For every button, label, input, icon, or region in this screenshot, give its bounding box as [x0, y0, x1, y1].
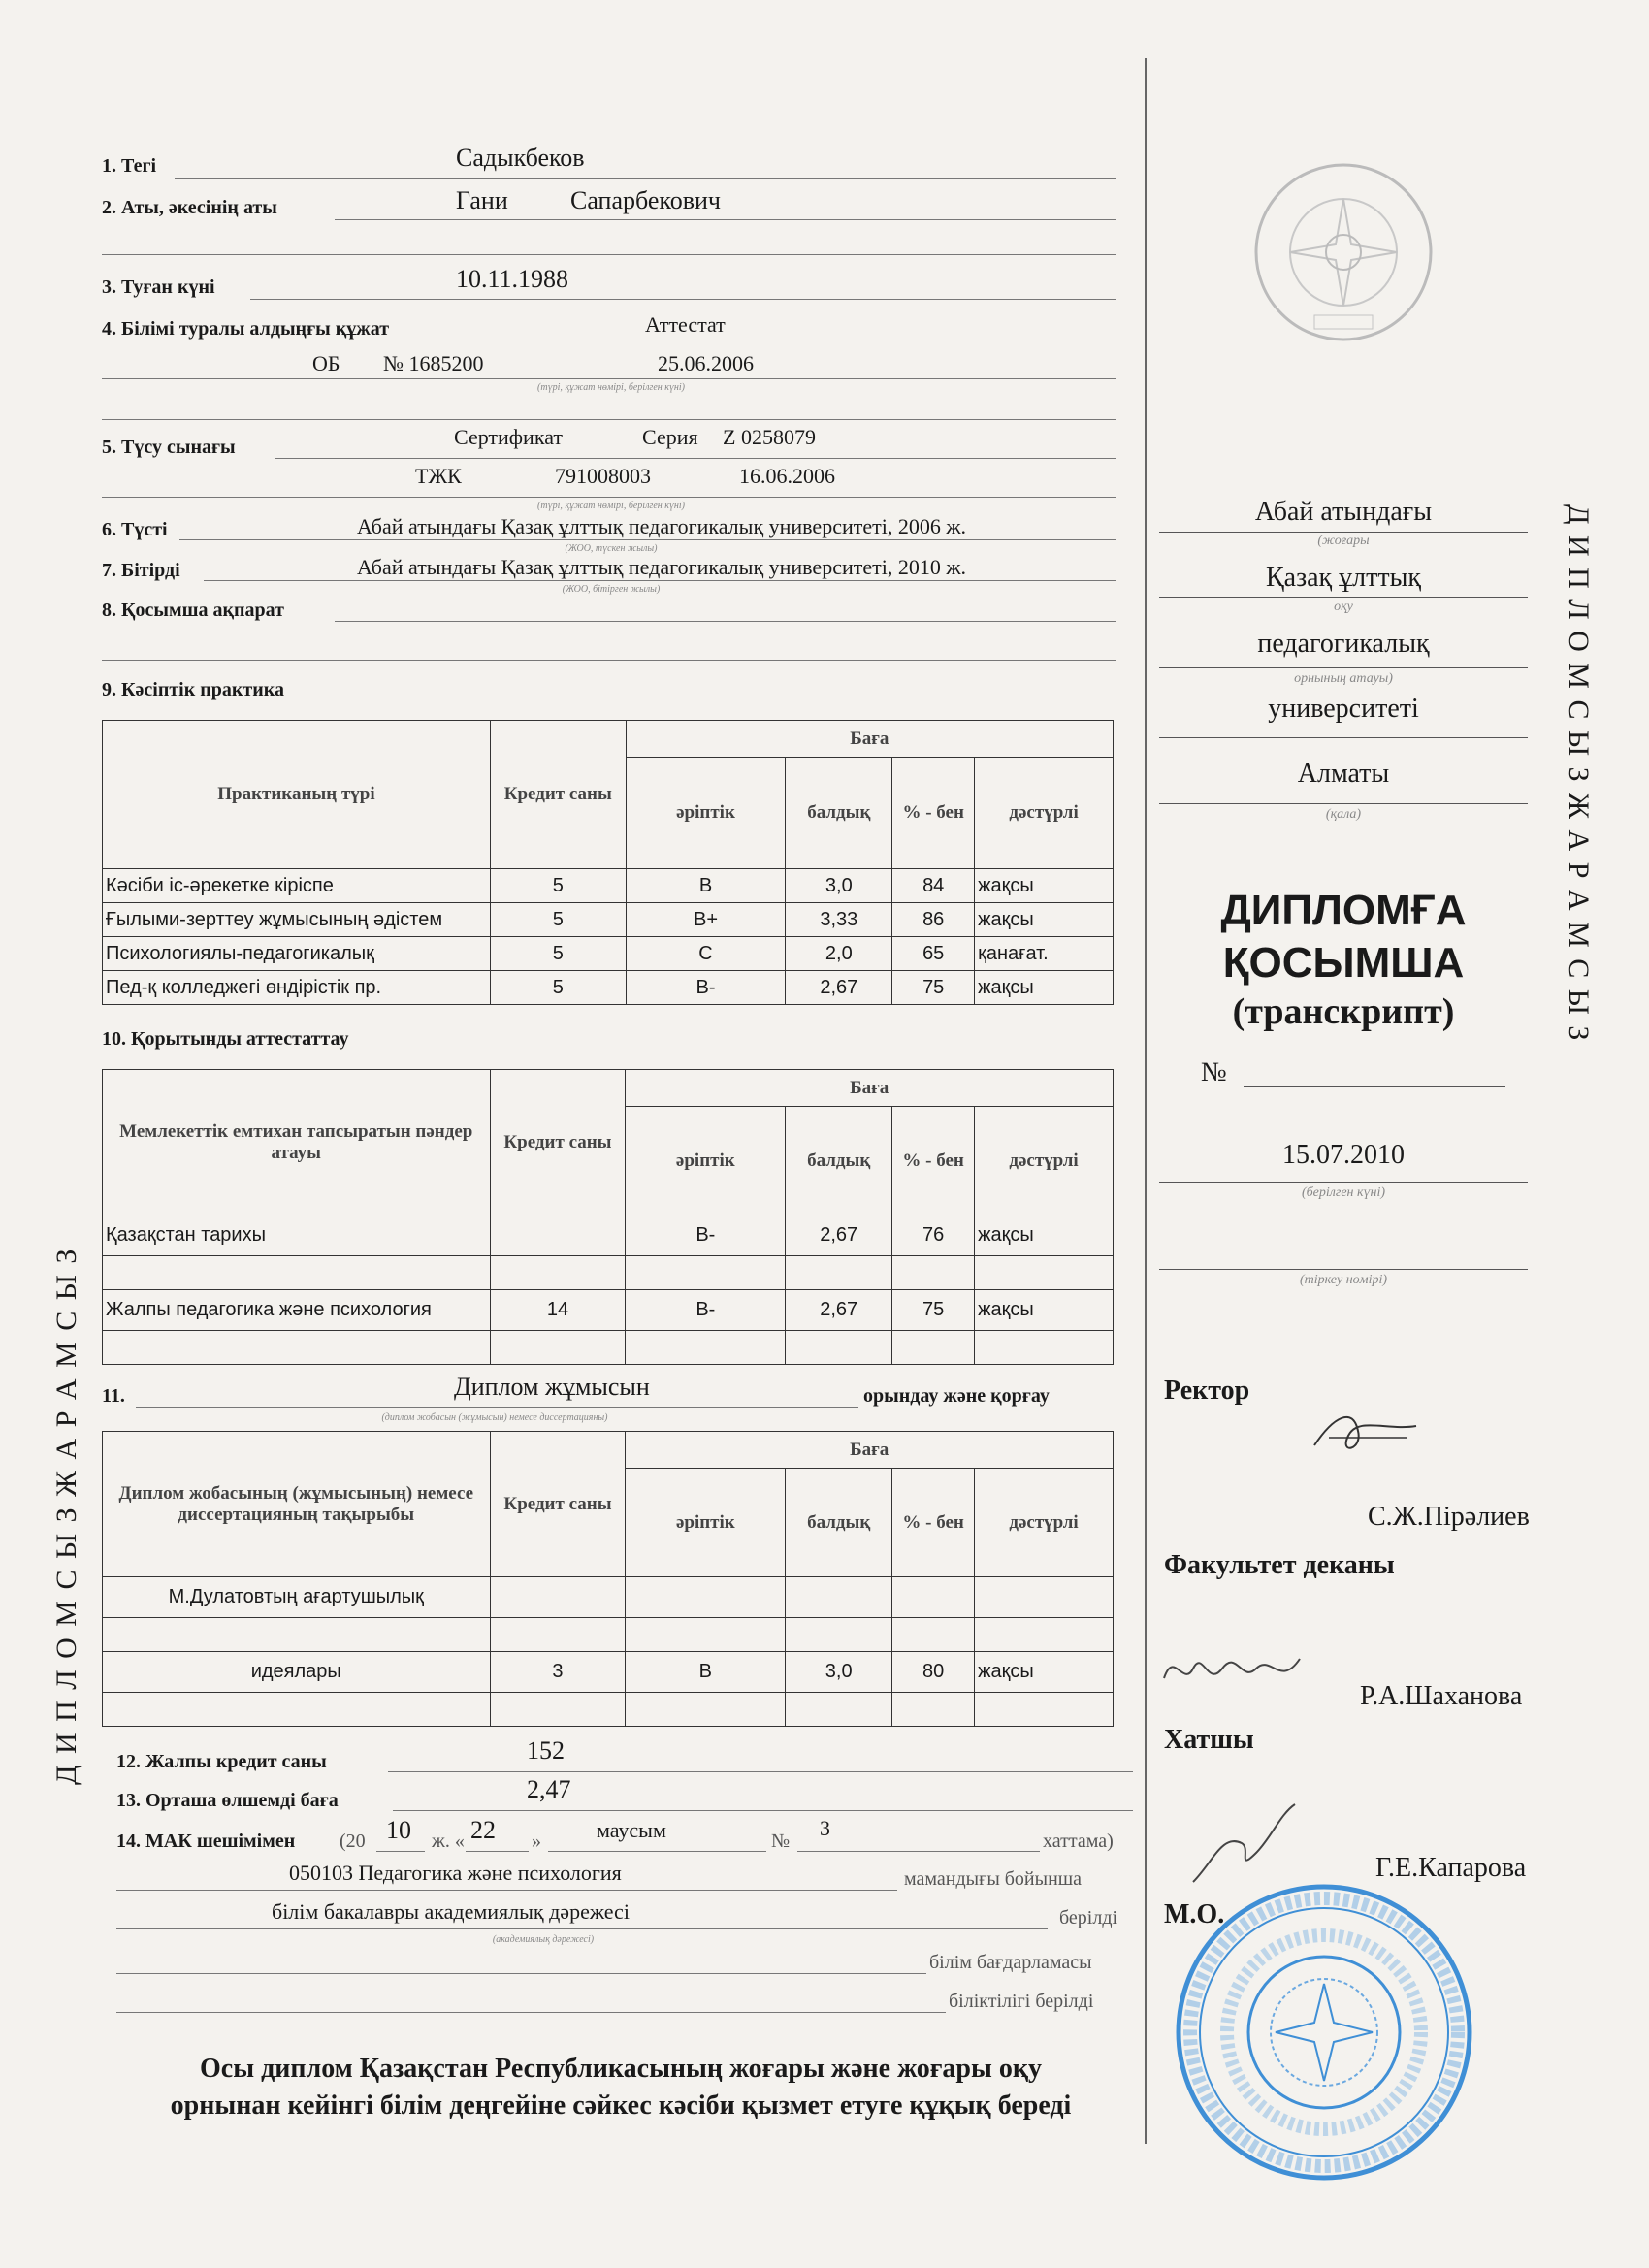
- mak-day-suffix: »: [532, 1831, 541, 1852]
- practice-percent: 86: [892, 903, 975, 937]
- institution-caption1: (жоғары: [1317, 534, 1370, 548]
- field-exam-label: 5. Түсу сынағы: [102, 437, 236, 458]
- institution-caption2: оқу: [1334, 599, 1353, 614]
- mak-year-prefix: (20: [340, 1831, 366, 1852]
- institution-line3: педагогикалық: [1257, 629, 1430, 659]
- thesis-letter: B: [626, 1652, 786, 1693]
- practice-header-points: балдық: [786, 758, 892, 869]
- birthdate-value: 10.11.1988: [456, 265, 569, 293]
- practice-percent: 65: [892, 937, 975, 971]
- page-divider: [1145, 58, 1147, 2144]
- thesis-header-grade: Баға: [626, 1432, 1114, 1469]
- specialty-value: 050103 Педагогика және психология: [289, 1861, 622, 1885]
- city-value: Алматы: [1297, 759, 1390, 789]
- final-trad: жақсы: [975, 1215, 1114, 1256]
- rector-label: Ректор: [1164, 1376, 1250, 1406]
- final-header-trad: дәстүрлі: [975, 1107, 1114, 1215]
- university-seal-icon: [1169, 1877, 1479, 2187]
- practice-points: 3,0: [786, 869, 892, 903]
- practice-name: Кәсіби іс-әрекетке кіріспе: [103, 869, 491, 903]
- final-exams-title: 10. Қорытынды аттестаттау: [102, 1028, 349, 1050]
- field-name-label: 2. Аты, әкесінің аты: [102, 197, 277, 218]
- table-row: [103, 903, 1114, 937]
- practice-trad: жақсы: [975, 869, 1114, 903]
- exam-doc: Сертификат: [454, 425, 563, 449]
- dean-name: Р.А.Шаханова: [1360, 1681, 1523, 1711]
- final-header-credits: Кредит саны: [490, 1070, 626, 1215]
- reg-number-caption: (тіркеу нөмірі): [1299, 1273, 1388, 1287]
- practice-header-grade: Баға: [626, 721, 1113, 758]
- caption-prevdoc: (түрі, құжат нөмірі, берілген күні): [537, 382, 685, 393]
- field-surname-label: 1. Тегі: [102, 155, 157, 177]
- document-title-1: ДИПЛОМҒА: [1220, 887, 1467, 934]
- thesis-caption: (диплом жобасын (жұмысын) немесе диссертацияны): [381, 1412, 608, 1423]
- side-watermark-left: Д И П Л О М С Ы З Ж А Р А М С Ы З: [50, 1247, 82, 1785]
- degree-value: білім бакалавры академиялық дәрежесі: [272, 1899, 630, 1924]
- final-percent: 76: [892, 1215, 975, 1256]
- thesis-num: 11.: [102, 1385, 125, 1407]
- mak-month: маусым: [597, 1818, 666, 1842]
- entered-value: Абай атындағы Қазақ ұлттық педагогикалық университеті, 2006 ж.: [357, 514, 967, 538]
- practice-letter: B+: [626, 903, 786, 937]
- mak-year-suffix: ж. «: [432, 1831, 465, 1852]
- institution-line4: университеті: [1268, 694, 1419, 724]
- secretary-name: Г.Е.Капарова: [1375, 1853, 1527, 1883]
- rector-signature-icon: [1310, 1397, 1426, 1465]
- field-birthdate-label: 3. Туған күні: [102, 276, 215, 298]
- practice-header-letter: әріптік: [626, 758, 786, 869]
- practice-trad: жақсы: [975, 903, 1114, 937]
- thesis-header-credits: Кредит саны: [490, 1432, 626, 1577]
- practice-points: 3,33: [786, 903, 892, 937]
- thesis-type: Диплом жұмысын: [454, 1373, 650, 1401]
- final-trad: жақсы: [975, 1290, 1114, 1331]
- table-row: [103, 1652, 1114, 1693]
- prevdoc-value: Аттестат: [645, 312, 726, 337]
- caption-exam: (түрі, құжат нөмірі, берілген күні): [537, 501, 685, 511]
- final-header-subject: Мемлекеттік емтихан тапсыратын пәндер атауы: [103, 1070, 491, 1215]
- field-entered-label: 6. Түсті: [102, 519, 168, 540]
- field-graduated-label: 7. Бітірді: [102, 560, 180, 581]
- specialty-suffix: мамандығы бойынша: [904, 1868, 1083, 1890]
- institution-line1: Абай атындағы: [1254, 497, 1433, 527]
- institution-caption3: орнының атауы): [1294, 671, 1393, 686]
- practice-header-type: Практиканың түрі: [103, 721, 491, 869]
- practice-name: Психологиялы-педагогикалық: [103, 937, 491, 971]
- final-letter: B-: [626, 1215, 786, 1256]
- final-points: 2,67: [786, 1215, 892, 1256]
- prevdoc-series: ОБ: [312, 351, 340, 375]
- practice-credits: 5: [490, 903, 626, 937]
- exam-number: 791008003: [555, 464, 651, 488]
- kazakhstan-emblem-icon: [1246, 155, 1440, 349]
- final-percent: 75: [892, 1290, 975, 1331]
- practice-header-trad: дәстүрлі: [975, 758, 1114, 869]
- practice-credits: 5: [490, 971, 626, 1005]
- dean-signature-icon: [1154, 1639, 1329, 1707]
- prevdoc-date: 25.06.2006: [658, 351, 754, 375]
- dean-label: Факультет деканы: [1164, 1550, 1395, 1580]
- final-name: Қазақстан тарихы: [103, 1215, 491, 1256]
- mak-no-label: №: [771, 1831, 791, 1852]
- mak-year: 10: [386, 1816, 411, 1844]
- thesis-header-topic: Диплом жобасының (жұмысының) немесе диссертацияның тақырыбы: [103, 1432, 491, 1577]
- practice-name: Пед-қ колледжегі өндірістік пр.: [103, 971, 491, 1005]
- final-header-letter: әріптік: [626, 1107, 786, 1215]
- practice-header-credits: Кредит саны: [490, 721, 626, 869]
- practice-title: 9. Кәсіптік практика: [102, 679, 284, 700]
- gpa-label: 13. Орташа өлшемді баға: [116, 1790, 339, 1811]
- final-name: Жалпы педагогика және психология: [103, 1290, 491, 1331]
- prevdoc-number: № 1685200: [383, 351, 484, 375]
- practice-letter: B-: [626, 971, 786, 1005]
- table-row: [103, 971, 1114, 1005]
- exam-type: ТЖК: [415, 464, 462, 488]
- practice-credits: 5: [490, 869, 626, 903]
- total-credits-label: 12. Жалпы кредит саны: [116, 1751, 327, 1772]
- seal-label: М.О.: [1164, 1899, 1225, 1929]
- thesis-topic-line2: идеялары: [103, 1652, 491, 1693]
- gpa-value: 2,47: [527, 1775, 571, 1803]
- practice-credits: 5: [490, 937, 626, 971]
- city-caption: (қала): [1325, 807, 1362, 822]
- table-row: [103, 1290, 1114, 1331]
- field-prevdoc-label: 4. Білімі туралы алдыңғы құжат: [102, 318, 390, 340]
- mak-protocol-suffix: хаттама): [1043, 1831, 1114, 1852]
- practice-trad: қанағат.: [975, 937, 1114, 971]
- program-suffix: білім бағдарламасы: [929, 1952, 1092, 1973]
- side-watermark-right: Д И П Л О М С Ы З Ж А Р А М С Ы З: [1563, 504, 1595, 1043]
- graduated-value: Абай атындағы Қазақ ұлттық педагогикалық университеті, 2010 ж.: [357, 555, 967, 579]
- footer-line2: орнынан кейінгі білім деңгейіне сәйкес кәсіби қызмет етуге құқық береді: [170, 2090, 1072, 2121]
- final-points: 2,67: [786, 1290, 892, 1331]
- mak-day: 22: [470, 1816, 496, 1844]
- secretary-label: Хатшы: [1164, 1725, 1254, 1755]
- field-additional-label: 8. Қосымша ақпарат: [102, 599, 284, 621]
- mak-protocol: 3: [820, 1816, 830, 1840]
- thesis-suffix: орындау және қорғау: [863, 1385, 1050, 1407]
- final-credits: [490, 1215, 626, 1256]
- exam-series-num: Z 0258079: [723, 425, 816, 449]
- document-title-3: (транскрипт): [1232, 991, 1455, 1032]
- qual-suffix: біліктілігі берілді: [949, 1991, 1094, 2012]
- degree-caption: (академиялық дәрежесі): [492, 1934, 595, 1945]
- thesis-percent: 80: [892, 1652, 975, 1693]
- thesis-trad: жақсы: [975, 1652, 1114, 1693]
- footer-line1: Осы диплом Қазақстан Республикасының жоғары және жоғары оқу: [200, 2054, 1042, 2084]
- final-credits: 14: [490, 1290, 626, 1331]
- table-row: [103, 937, 1114, 971]
- final-header-percent: % - бен: [892, 1107, 975, 1215]
- thesis-header-points: балдық: [786, 1469, 892, 1577]
- document-title-2: ҚОСЫМША: [1222, 939, 1465, 987]
- thesis-header-percent: % - бен: [892, 1469, 975, 1577]
- thesis-table: [102, 1431, 1114, 1727]
- practice-points: 2,67: [786, 971, 892, 1005]
- practice-trad: жақсы: [975, 971, 1114, 1005]
- thesis-header-letter: әріптік: [626, 1469, 786, 1577]
- practice-letter: B: [626, 869, 786, 903]
- mak-label: 14. МАК шешімімен: [116, 1831, 296, 1852]
- transcript-no-label: №: [1201, 1057, 1227, 1087]
- caption-graduated: (ЖОО, бітірген жылы): [562, 584, 661, 595]
- table-row: [103, 869, 1114, 903]
- thesis-credits: 3: [490, 1652, 626, 1693]
- practice-name: Ғылыми-зерттеу жұмысының әдістем: [103, 903, 491, 937]
- final-header-grade: Баға: [626, 1070, 1114, 1107]
- rector-name: С.Ж.Пірәлиев: [1368, 1502, 1530, 1532]
- thesis-topic-line1: М.Дулатовтың ағартушылық: [103, 1577, 491, 1618]
- final-header-points: балдық: [786, 1107, 892, 1215]
- practice-percent: 84: [892, 869, 975, 903]
- surname-value: Садыкбеков: [456, 144, 585, 172]
- name-value: Гани: [456, 186, 508, 214]
- practice-table: [102, 720, 1114, 1005]
- practice-header-percent: % - бен: [892, 758, 975, 869]
- issue-date-value: 15.07.2010: [1282, 1140, 1405, 1170]
- practice-percent: 75: [892, 971, 975, 1005]
- total-credits-value: 152: [527, 1736, 565, 1765]
- table-row: [103, 1215, 1114, 1256]
- issue-date-caption: (берілген күні): [1301, 1185, 1386, 1200]
- institution-line2: Қазақ ұлттық: [1265, 563, 1422, 593]
- final-letter: B-: [626, 1290, 786, 1331]
- thesis-header-trad: дәстүрлі: [975, 1469, 1114, 1577]
- caption-entered: (ЖОО, түскен жылы): [565, 543, 658, 554]
- final-exams-table: [102, 1069, 1114, 1365]
- practice-points: 2,0: [786, 937, 892, 971]
- practice-letter: C: [626, 937, 786, 971]
- patronymic-value: Сапарбекович: [570, 186, 721, 214]
- degree-suffix: берілді: [1059, 1907, 1118, 1928]
- exam-date: 16.06.2006: [739, 464, 835, 488]
- thesis-points: 3,0: [786, 1652, 892, 1693]
- exam-series-label: Серия: [642, 425, 698, 449]
- table-row: [103, 1577, 1114, 1618]
